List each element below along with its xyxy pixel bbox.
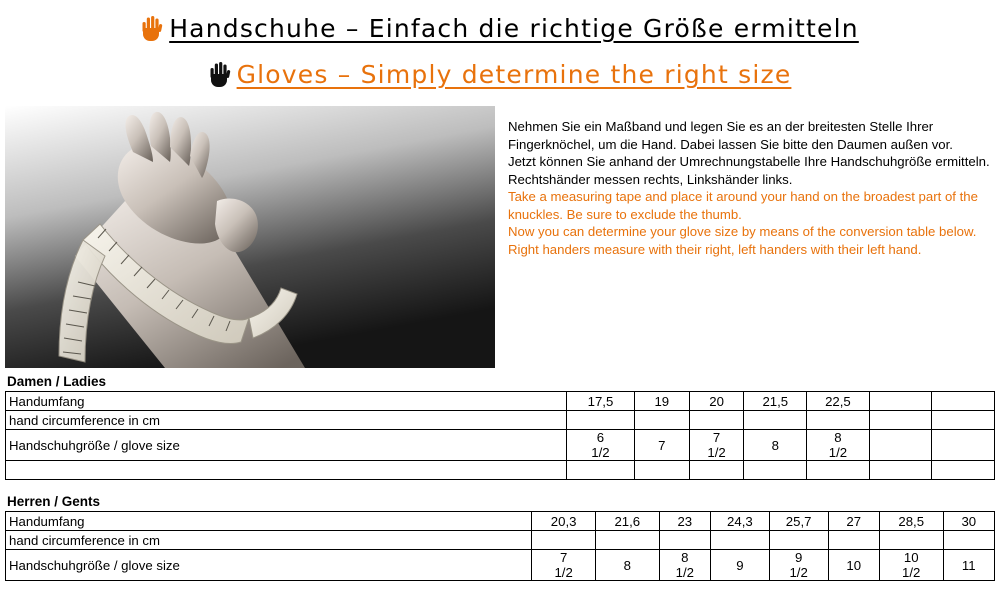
cell-circumference: 20 (689, 392, 744, 411)
table-row (6, 512, 995, 531)
cell-empty (567, 411, 635, 430)
page-title-de (0, 14, 1000, 46)
cell-glove-size (769, 550, 828, 581)
size-bottom: 1/2 (554, 565, 573, 580)
ladies-table-title: Damen / Ladies (7, 374, 107, 389)
size-top: 9 (794, 550, 803, 565)
cell-empty (744, 461, 807, 480)
cell-empty (869, 461, 932, 480)
cell-circumference: 23 (659, 512, 710, 531)
cell-glove-size (689, 430, 744, 461)
size-bottom: 1/2 (902, 565, 921, 580)
table-row-spacer (6, 461, 995, 480)
size-bottom: 1/2 (707, 445, 726, 460)
cell-circumference: 22,5 (807, 392, 870, 411)
cell-glove-size (932, 430, 995, 461)
cell-circumference: 27 (828, 512, 879, 531)
ladies-size-section (5, 374, 995, 480)
cell-empty (659, 531, 710, 550)
table-row (6, 550, 995, 581)
size-bottom: 11 (961, 557, 976, 573)
cell-empty (532, 531, 596, 550)
size-top: 10 (903, 550, 919, 565)
cell-circumference: 30 (943, 512, 994, 531)
instructions-column (508, 118, 1000, 258)
cell-glove-size (567, 430, 635, 461)
cell-empty (689, 411, 744, 430)
instruction-en-1: Take a measuring tape and place it around your hand on the broadest part of the knuckles. Be sure to exclude the thumb. (508, 189, 978, 222)
cell-glove-size (634, 430, 689, 461)
cell-glove-size (532, 550, 596, 581)
cell-glove-size (869, 430, 932, 461)
cell-circumference: 19 (634, 392, 689, 411)
size-bottom: 1/2 (828, 445, 848, 460)
cell-empty (807, 461, 870, 480)
cell-empty (634, 461, 689, 480)
cell-glove-size (711, 550, 770, 581)
instruction-en-3: Right handers measure with their right, left handers with their left hand. (508, 241, 922, 257)
cell-circumference (932, 392, 995, 411)
size-top: 7 (559, 550, 568, 565)
gents-size-table (5, 511, 995, 581)
cell-circumference: 21,5 (744, 392, 807, 411)
cell-glove-size (595, 550, 659, 581)
instruction-de-2: Jetzt können Sie anhand der Umrechnungstabelle Ihre Handschuhgröße ermitteln. (508, 154, 990, 169)
cell-empty (943, 531, 994, 550)
size-bottom: 1/2 (591, 445, 610, 460)
cell-empty (711, 531, 770, 550)
cell-empty (634, 411, 689, 430)
gents-table-title: Herren / Gents (7, 494, 101, 509)
cell-glove-size (807, 430, 870, 461)
table-row (6, 430, 995, 461)
size-bottom: 8 (623, 557, 631, 573)
size-top: 8 (681, 550, 689, 565)
cell-glove-size (744, 430, 807, 461)
cell-empty (567, 461, 635, 480)
row-label-glove-size: Handschuhgröße / glove size (6, 550, 532, 581)
table-row (6, 392, 995, 411)
size-bottom: 1/2 (675, 565, 694, 580)
size-top: 7 (712, 430, 721, 445)
size-bottom: 8 (771, 437, 779, 453)
cell-circumference: 17,5 (567, 392, 635, 411)
size-bottom: 10 (846, 557, 862, 573)
cell-circumference: 20,3 (532, 512, 596, 531)
size-top: 6 (596, 430, 605, 445)
cell-circumference: 25,7 (769, 512, 828, 531)
instruction-en-2: Now you can determine your glove size by means of the conversion table below. (508, 224, 977, 239)
cell-glove-size (659, 550, 710, 581)
row-label-circumference-en: hand circumference in cm (6, 411, 567, 430)
cell-circumference: 28,5 (879, 512, 943, 531)
cell-empty (595, 531, 659, 550)
cell-empty (828, 531, 879, 550)
cell-empty (769, 531, 828, 550)
page-title-de-text: Handschuhe – Einfach die richtige Größe ermitteln (169, 14, 859, 43)
cell-empty (744, 411, 807, 430)
cell-empty (879, 531, 943, 550)
size-bottom: 1/2 (789, 565, 808, 580)
size-top: 8 (834, 430, 842, 445)
cell-empty (6, 461, 567, 480)
cell-circumference: 21,6 (595, 512, 659, 531)
table-row (6, 411, 995, 430)
gents-size-section (5, 494, 995, 581)
hand-icon (209, 61, 231, 92)
cell-empty (807, 411, 870, 430)
row-label-circumference-en: hand circumference in cm (6, 531, 532, 550)
cell-empty (689, 461, 744, 480)
page-title-en-text: Gloves – Simply determine the right size (236, 60, 792, 89)
row-label-circumference-de: Handumfang (6, 512, 532, 531)
cell-glove-size (879, 550, 943, 581)
cell-circumference: 24,3 (711, 512, 770, 531)
size-bottom: 7 (658, 437, 666, 453)
cell-glove-size (828, 550, 879, 581)
cell-empty (932, 411, 995, 430)
instruction-de-1: Nehmen Sie ein Maßband und legen Sie es an der breitesten Stelle Ihrer Fingerknöchel, um die Hand. Dabei lassen Sie bitte den Daumen außen vor. (508, 119, 953, 152)
instruction-de-3: Rechtshänder messen rechts, Linkshänder links. (508, 171, 793, 187)
cell-empty (869, 411, 932, 430)
row-label-glove-size: Handschuhgröße / glove size (6, 430, 567, 461)
hand-icon (141, 15, 163, 46)
cell-glove-size (943, 550, 994, 581)
page-title-en (0, 60, 1000, 92)
ladies-size-table (5, 391, 995, 480)
row-label-circumference-de: Handumfang (6, 392, 567, 411)
size-bottom: 9 (736, 557, 744, 573)
intro-section (0, 106, 1000, 368)
table-row (6, 531, 995, 550)
hand-measurement-photo (5, 106, 495, 368)
cell-circumference (869, 392, 932, 411)
cell-empty (932, 461, 995, 480)
